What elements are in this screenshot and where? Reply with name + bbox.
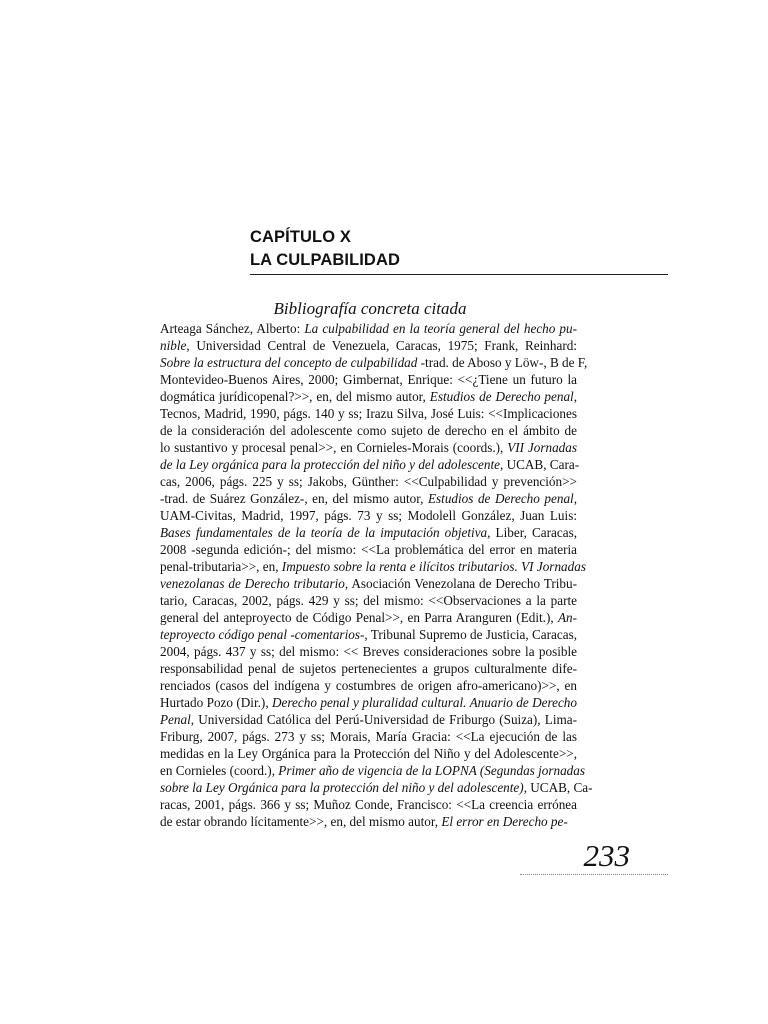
bibliography-line [160, 626, 577, 643]
text-segment: , Liber, Caracas, [487, 525, 577, 540]
bibliography-line [160, 813, 577, 830]
text-segment: , Tribunal Supremo de Justicia, Caracas, [364, 627, 577, 642]
text-segment: cas, 2006, págs. 225 y ss; Jakobs, Günther: <<Culpabilidad y prevención>> [160, 474, 577, 489]
bibliography-line [160, 711, 577, 728]
text-segment: de la consideración del adolescente como sujeto de derecho en el ámbito de [160, 423, 577, 438]
text-segment: , [573, 389, 577, 404]
text-segment: Tecnos, Madrid, 1990, págs. 140 y ss; Irazu Silva, José Luis: <<Implicaciones [160, 406, 577, 421]
bibliography-text [160, 320, 593, 830]
italic-title-segment: Impuesto sobre la renta e ilícitos tributarios. VI Jornadas [281, 559, 586, 574]
italic-title-segment: El error en Derecho pe- [441, 814, 568, 829]
text-segment: 2004, págs. 437 y ss; del mismo: << Breves consideraciones sobre la posible [160, 644, 577, 659]
bibliography-line [160, 660, 577, 677]
section-title: Bibliografía concreta citada [273, 299, 467, 318]
text-segment: 2008 -segunda edición-; del mismo: <<La problemática del error en materia [160, 542, 577, 557]
bibliography-line [160, 728, 577, 745]
text-segment: , UCAB, Ca- [523, 780, 593, 795]
text-segment: Friburg, 2007, págs. 273 y ss; Morais, María Gracia: <<La ejecución de las [160, 729, 577, 744]
bibliography-line [160, 337, 577, 354]
chapter-title: LA CULPABILIDAD [250, 251, 400, 269]
text-segment: , UCAB, Cara- [499, 457, 580, 472]
bibliography-line [160, 320, 577, 337]
italic-title-segment: teproyecto código penal -comentarios- [160, 627, 365, 642]
bibliography-line [160, 422, 577, 439]
bibliography-line [160, 354, 588, 371]
bibliography-line [160, 643, 577, 660]
bibliography-line [160, 507, 577, 524]
text-segment: , Universidad Central de Venezuela, Caracas, 1975; Frank, Reinhard: [186, 338, 577, 353]
text-segment: Arteaga Sánchez, Alberto: [160, 321, 305, 336]
italic-title-segment: nible [160, 338, 187, 353]
bibliography-line [160, 541, 577, 558]
italic-title-segment: Estudios de Derecho penal [429, 389, 574, 404]
italic-title-segment: Estudios de Derecho penal [427, 491, 574, 506]
page-number: 233 [520, 838, 668, 875]
text-segment: general del anteproyecto de Código Penal>>, en Parra Aranguren (Edit.), [160, 610, 558, 625]
text-segment: medidas en la Ley Orgánica para la Protección del Niño y del Adolescente>>, [160, 746, 577, 761]
italic-title-segment: venezolanas de Derecho tributario [160, 576, 345, 591]
italic-title-segment: Derecho penal y pluralidad cultural. Anuario de Derecho [272, 695, 577, 710]
bibliography-line [160, 779, 593, 796]
bibliography-line [160, 558, 586, 575]
text-segment: dogmática jurídicopenal?>>, en, del mismo autor, [160, 389, 430, 404]
bibliography-line [160, 439, 577, 456]
italic-title-segment: Penal [160, 712, 191, 727]
text-segment: Hurtado Pozo (Dir.), [160, 695, 273, 710]
italic-title-segment: An- [557, 610, 577, 625]
bibliography-line [160, 524, 577, 541]
text-segment: renciados (casos del indígena y costumbres de origen afro-americano)>>, en [160, 678, 577, 693]
italic-title-segment: de la Ley orgánica para la protección del niño y del adolescente [160, 457, 500, 472]
text-segment: racas, 2001, págs. 366 y ss; Muñoz Conde, Francisco: <<La creencia errónea [160, 797, 577, 812]
bibliography-line [160, 677, 577, 694]
italic-title-segment: sobre la Ley Orgánica para la protección del niño y del adolescente) [160, 780, 524, 795]
italic-title-segment: Primer año de vigencia de la LOPNA (Segundas jornadas [278, 763, 585, 778]
bibliography-line [160, 796, 577, 813]
text-segment: lo sustantivo y procesal penal>>, en Cornieles-Morais (coords.), [160, 440, 508, 455]
bibliography-line [160, 762, 585, 779]
bibliography-line [160, 609, 577, 626]
text-segment: -trad. de Suárez González-, en, del mismo autor, [160, 491, 428, 506]
text-segment: penal-tributaria>>, en, [160, 559, 282, 574]
bibliography-line [160, 592, 577, 609]
italic-title-segment: VII Jornadas [507, 440, 577, 455]
text-segment: tario, Caracas, 2002, págs. 429 y ss; del mismo: <<Observaciones a la parte [160, 593, 577, 608]
text-segment: de estar obrando lícitamente>>, en, del mismo autor, [160, 814, 442, 829]
text-segment: Montevideo-Buenos Aires, 2000; Gimbernat, Enrique: <<¿Tiene un futuro la [160, 372, 577, 387]
chapter-heading [250, 226, 668, 275]
italic-title-segment: Bases fundamentales de la teoría de la imputación objetiva [160, 525, 488, 540]
bibliography-line [160, 473, 577, 490]
bibliography-line [160, 575, 577, 592]
text-segment: , [573, 491, 578, 506]
bibliography-line [160, 405, 577, 422]
bibliography-line [160, 745, 577, 762]
text-segment: en Cornieles (coord.), [160, 763, 279, 778]
bibliography-line [160, 371, 577, 388]
bibliography-line [160, 490, 577, 507]
text-segment: , Asociación Venezolana de Derecho Tribu- [344, 576, 577, 591]
bibliography-line [160, 388, 577, 405]
text-segment: UAM-Civitas, Madrid, 1997, págs. 73 y ss; Modolell González, Juan Luis: [160, 508, 577, 523]
bibliography-line [160, 694, 577, 711]
text-segment: responsabilidad penal de sujetos pertenecientes a grupos culturalmente dife- [160, 661, 577, 676]
bibliography-line [160, 456, 580, 473]
chapter-number: CAPÍTULO X [250, 228, 351, 246]
text-segment: , Universidad Católica del Perú-Universidad de Friburgo (Suiza), Lima- [190, 712, 577, 727]
text-segment: -trad. de Aboso y Löw-, B de F, [417, 355, 588, 370]
italic-title-segment: La culpabilidad en la teoría general del hecho pu- [304, 321, 578, 336]
italic-title-segment: Sobre la estructura del concepto de culpabilidad [160, 355, 418, 370]
